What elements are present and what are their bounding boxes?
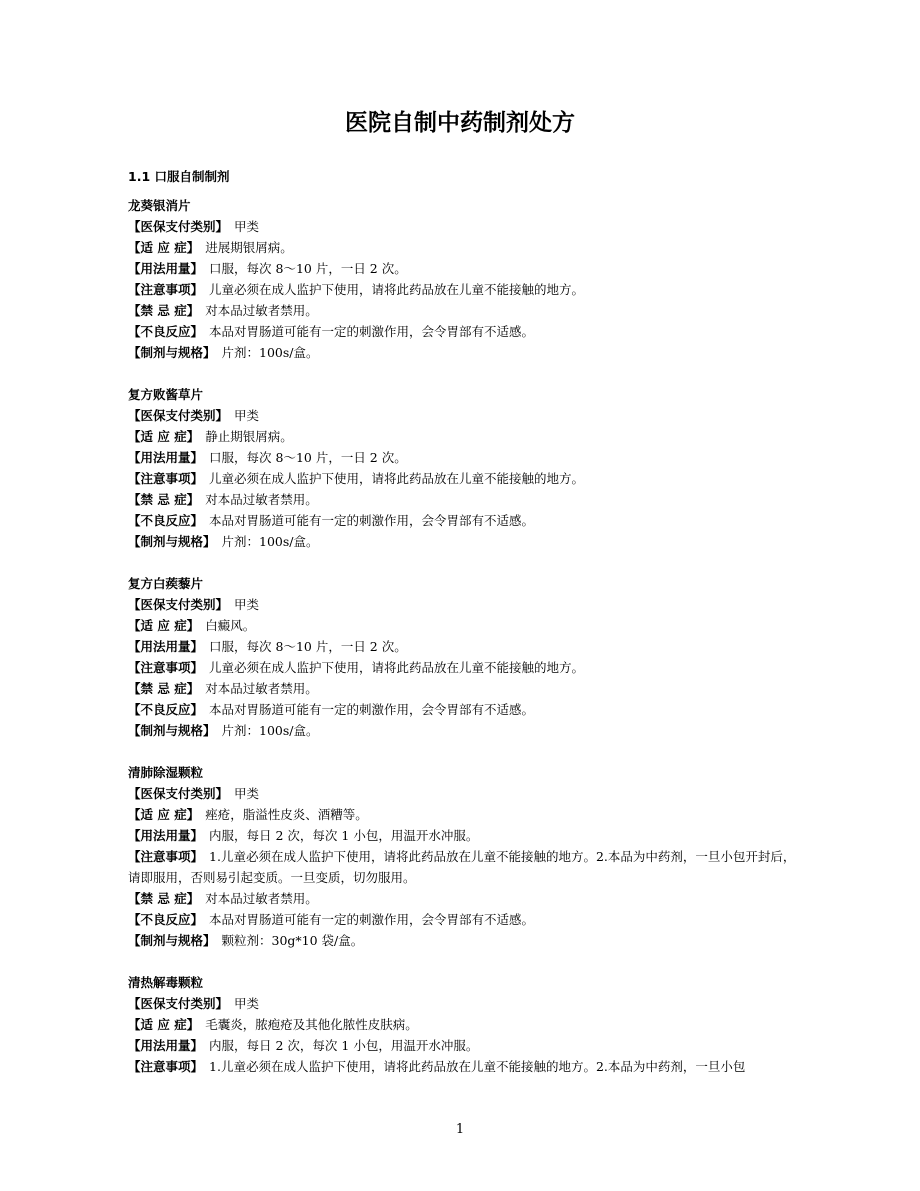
field-label: 【用法用量】 xyxy=(128,1038,204,1053)
drug-entry xyxy=(128,384,796,552)
drug-field xyxy=(128,615,796,636)
field-label: 【制剂与规格】 xyxy=(128,723,216,738)
drug-field xyxy=(128,594,796,615)
field-label: 【用法用量】 xyxy=(128,261,204,276)
field-label: 【医保支付类别】 xyxy=(128,597,229,612)
drug-field xyxy=(128,468,796,489)
drug-field xyxy=(128,258,796,279)
field-label: 【不良反应】 xyxy=(128,702,204,717)
drug-field xyxy=(128,678,796,699)
drug-field xyxy=(128,825,796,846)
field-value: 片剂：100s/盒。 xyxy=(221,345,319,360)
drug-field xyxy=(128,804,796,825)
drug-field xyxy=(128,279,796,300)
drug-name: 复方白蒺藜片 xyxy=(128,576,204,591)
field-label: 【注意事项】 xyxy=(128,471,204,486)
drug-entry xyxy=(128,972,796,1077)
field-value: 1.儿童必须在成人监护下使用，请将此药品放在儿童不能接触的地方。2.本品为中药剂，一旦小包开封后，请即服用，否则易引起变质。一旦变质，切勿服用。 xyxy=(128,849,796,885)
field-value: 口服，每次 8～10 片，一日 2 次。 xyxy=(209,261,407,276)
drug-field xyxy=(128,216,796,237)
field-value: 片剂：100s/盒。 xyxy=(221,534,319,549)
field-value: 1.儿童必须在成人监护下使用，请将此药品放在儿童不能接触的地方。2.本品为中药剂，一旦小包 xyxy=(209,1059,746,1074)
field-label: 【不良反应】 xyxy=(128,912,204,927)
document-title: 医院自制中药制剂处方 xyxy=(345,110,575,136)
field-value: 甲类 xyxy=(234,786,260,801)
field-label: 【注意事项】 xyxy=(128,849,204,864)
drug-field xyxy=(128,237,796,258)
field-label: 【注意事项】 xyxy=(128,660,204,675)
field-label: 【用法用量】 xyxy=(128,450,204,465)
field-value: 对本品过敏者禁用。 xyxy=(205,891,318,906)
drug-field xyxy=(128,993,796,1014)
drug-field xyxy=(128,405,796,426)
drug-name: 龙葵银消片 xyxy=(128,198,191,213)
field-value: 内服，每日 2 次，每次 1 小包，用温开水冲服。 xyxy=(209,1038,479,1053)
field-value: 颗粒剂：30g*10 袋/盒。 xyxy=(221,933,364,948)
field-label: 【医保支付类别】 xyxy=(128,219,229,234)
drug-field xyxy=(128,657,796,678)
field-value: 甲类 xyxy=(234,219,260,234)
field-value: 痤疮，脂溢性皮炎、酒糟等。 xyxy=(205,807,368,822)
field-label: 【禁 忌 症】 xyxy=(128,681,200,696)
field-label: 【注意事项】 xyxy=(128,282,204,297)
field-label: 【制剂与规格】 xyxy=(128,933,216,948)
field-value: 口服，每次 8～10 片，一日 2 次。 xyxy=(209,639,407,654)
field-value: 本品对胃肠道可能有一定的刺激作用，会令胃部有不适感。 xyxy=(209,324,535,339)
field-value: 对本品过敏者禁用。 xyxy=(205,492,318,507)
field-label: 【适 应 症】 xyxy=(128,807,200,822)
field-label: 【制剂与规格】 xyxy=(128,345,216,360)
drug-field xyxy=(128,909,796,930)
field-value: 本品对胃肠道可能有一定的刺激作用，会令胃部有不适感。 xyxy=(209,513,535,528)
drug-field xyxy=(128,342,796,363)
field-label: 【用法用量】 xyxy=(128,828,204,843)
field-label: 【不良反应】 xyxy=(128,513,204,528)
drug-field xyxy=(128,510,796,531)
drug-field xyxy=(128,300,796,321)
field-value: 毛囊炎，脓疱疮及其他化脓性皮肤病。 xyxy=(205,1017,418,1032)
field-label: 【禁 忌 症】 xyxy=(128,303,200,318)
field-label: 【不良反应】 xyxy=(128,324,204,339)
field-value: 对本品过敏者禁用。 xyxy=(205,303,318,318)
field-value: 片剂：100s/盒。 xyxy=(221,723,319,738)
drug-field xyxy=(128,489,796,510)
field-label: 【医保支付类别】 xyxy=(128,996,229,1011)
drug-field xyxy=(128,930,796,951)
drug-entry xyxy=(128,195,796,363)
drug-entry xyxy=(128,762,796,951)
drug-field xyxy=(128,720,796,741)
field-label: 【禁 忌 症】 xyxy=(128,492,200,507)
field-label: 【适 应 症】 xyxy=(128,618,200,633)
field-label: 【适 应 症】 xyxy=(128,1017,200,1032)
field-value: 进展期银屑病。 xyxy=(205,240,293,255)
drug-field xyxy=(128,321,796,342)
section-heading: 1.1 口服自制制剂 xyxy=(128,169,230,184)
drug-field xyxy=(128,426,796,447)
field-value: 儿童必须在成人监护下使用，请将此药品放在儿童不能接触的地方。 xyxy=(209,282,585,297)
drug-field xyxy=(128,846,796,888)
field-label: 【用法用量】 xyxy=(128,639,204,654)
field-value: 本品对胃肠道可能有一定的刺激作用，会令胃部有不适感。 xyxy=(209,702,535,717)
field-value: 白癜风。 xyxy=(205,618,256,633)
field-label: 【注意事项】 xyxy=(128,1059,204,1074)
field-value: 静止期银屑病。 xyxy=(205,429,293,444)
drug-field xyxy=(128,699,796,720)
drug-entry xyxy=(128,573,796,741)
field-value: 口服，每次 8～10 片，一日 2 次。 xyxy=(209,450,407,465)
field-label: 【适 应 症】 xyxy=(128,429,200,444)
drug-name: 清肺除湿颗粒 xyxy=(128,765,204,780)
field-value: 本品对胃肠道可能有一定的刺激作用，会令胃部有不适感。 xyxy=(209,912,535,927)
field-label: 【医保支付类别】 xyxy=(128,786,229,801)
field-value: 儿童必须在成人监护下使用，请将此药品放在儿童不能接触的地方。 xyxy=(209,471,585,486)
field-label: 【禁 忌 症】 xyxy=(128,891,200,906)
drug-field xyxy=(128,636,796,657)
field-value: 甲类 xyxy=(234,408,260,423)
page-number: 1 xyxy=(455,1122,465,1137)
drug-field xyxy=(128,783,796,804)
drug-name: 清热解毒颗粒 xyxy=(128,975,204,990)
drug-field xyxy=(128,531,796,552)
field-value: 甲类 xyxy=(234,996,260,1011)
document-body xyxy=(128,166,796,1098)
field-label: 【制剂与规格】 xyxy=(128,534,216,549)
field-value: 内服，每日 2 次，每次 1 小包，用温开水冲服。 xyxy=(209,828,479,843)
drug-field xyxy=(128,1014,796,1035)
field-value: 对本品过敏者禁用。 xyxy=(205,681,318,696)
drug-field xyxy=(128,1035,796,1056)
drug-field xyxy=(128,1056,796,1077)
field-label: 【医保支付类别】 xyxy=(128,408,229,423)
field-value: 儿童必须在成人监护下使用，请将此药品放在儿童不能接触的地方。 xyxy=(209,660,585,675)
drug-field xyxy=(128,447,796,468)
drug-name: 复方败酱草片 xyxy=(128,387,204,402)
field-value: 甲类 xyxy=(234,597,260,612)
drug-list xyxy=(128,195,796,1077)
field-label: 【适 应 症】 xyxy=(128,240,200,255)
drug-field xyxy=(128,888,796,909)
